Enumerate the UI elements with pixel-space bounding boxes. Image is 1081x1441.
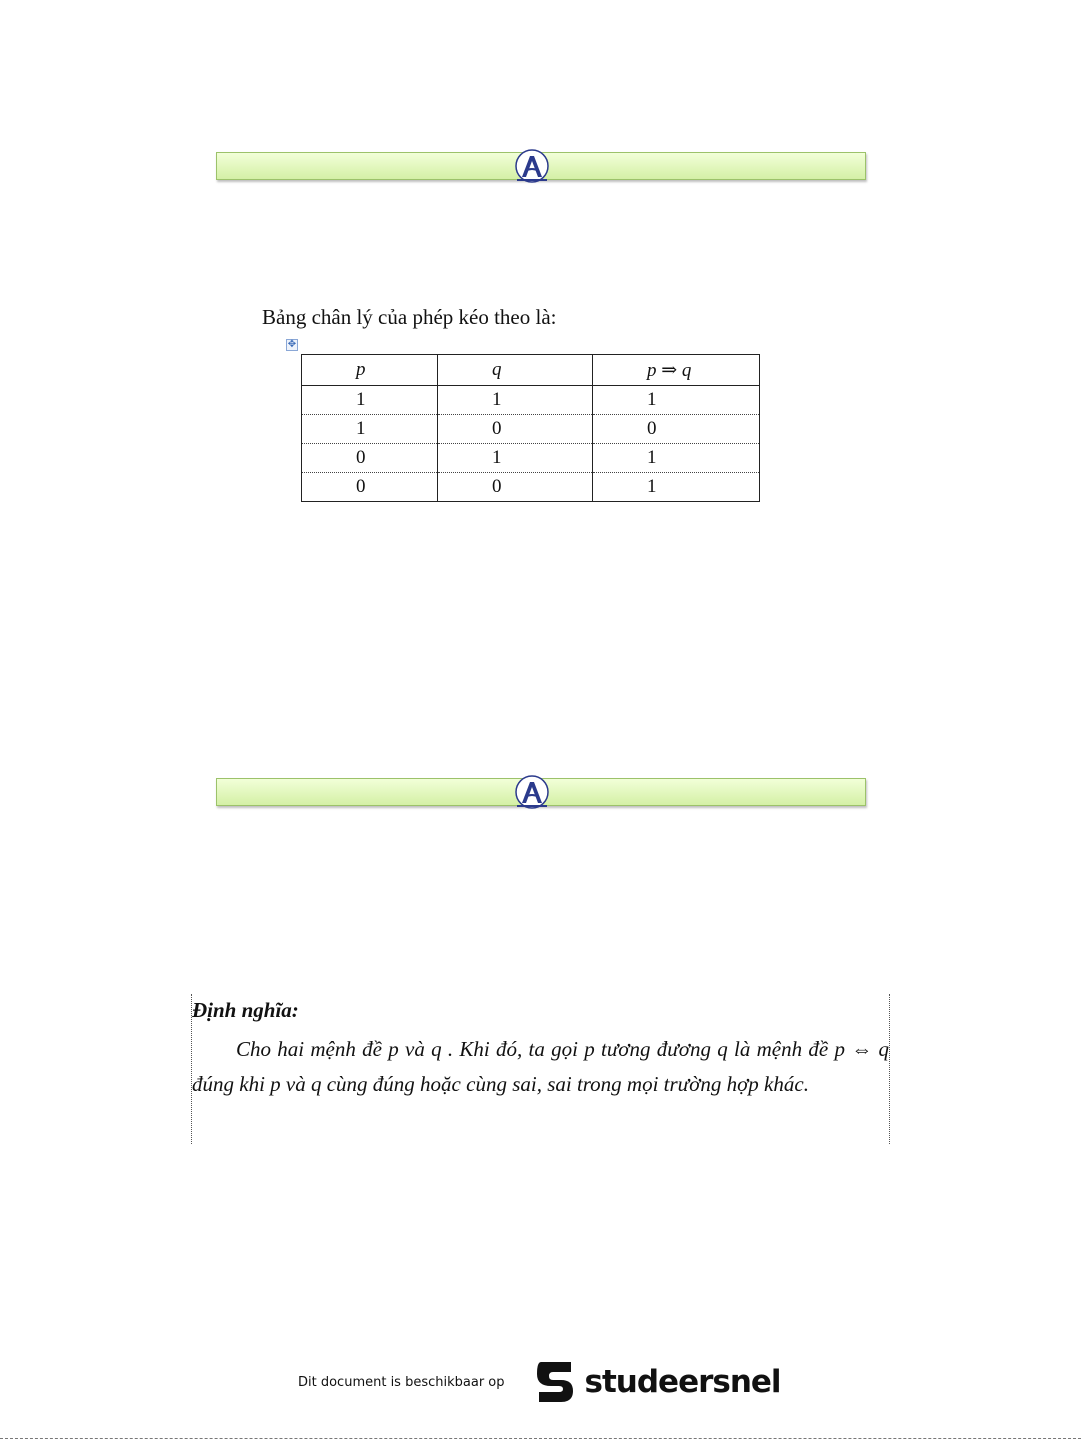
header-q: q	[438, 355, 593, 386]
footer	[298, 1356, 798, 1408]
definition-title: Định nghĩa:	[192, 998, 299, 1022]
table-move-icon[interactable]: ✥	[287, 339, 297, 350]
definition-body: Cho hai mệnh đề p và q . Khi đó, ta gọi p tương đương q là mệnh đề p ⇔ q đúng khi p và q cùng đúng hoặc cùng sai, sai trong mọi trường hợp khác.	[192, 1037, 889, 1096]
truth-table-caption: Bảng chân lý của phép kéo theo là:	[262, 305, 557, 329]
cell: 1	[593, 386, 760, 415]
truth-table	[301, 354, 760, 502]
cell: 0	[593, 415, 760, 444]
header-banner	[216, 152, 866, 180]
cell: 0	[302, 473, 438, 502]
cell: 0	[438, 415, 593, 444]
cell: 1	[438, 386, 593, 415]
cell: 0	[438, 473, 593, 502]
table-row	[302, 473, 760, 502]
cell: 0	[302, 444, 438, 473]
table-header-row	[302, 355, 760, 386]
table-row	[302, 415, 760, 444]
cell: 1	[302, 415, 438, 444]
studeersnel-logo-icon[interactable]	[531, 1358, 579, 1406]
school-logo-icon	[511, 775, 553, 811]
cell: 1	[593, 444, 760, 473]
header-p-implies-q: p ⇒ q	[593, 355, 760, 386]
cell: 1	[593, 473, 760, 502]
section-banner	[216, 778, 866, 806]
table-row	[302, 386, 760, 415]
cell: 1	[438, 444, 593, 473]
brand-name[interactable]: studeersnel	[584, 1364, 781, 1400]
bottom-divider	[0, 1438, 1081, 1439]
footer-text: Dit document is beschikbaar op	[298, 1374, 505, 1390]
definition-box	[191, 994, 890, 1144]
school-logo-icon	[511, 149, 553, 185]
header-p: p	[302, 355, 438, 386]
cell: 1	[302, 386, 438, 415]
table-row	[302, 444, 760, 473]
